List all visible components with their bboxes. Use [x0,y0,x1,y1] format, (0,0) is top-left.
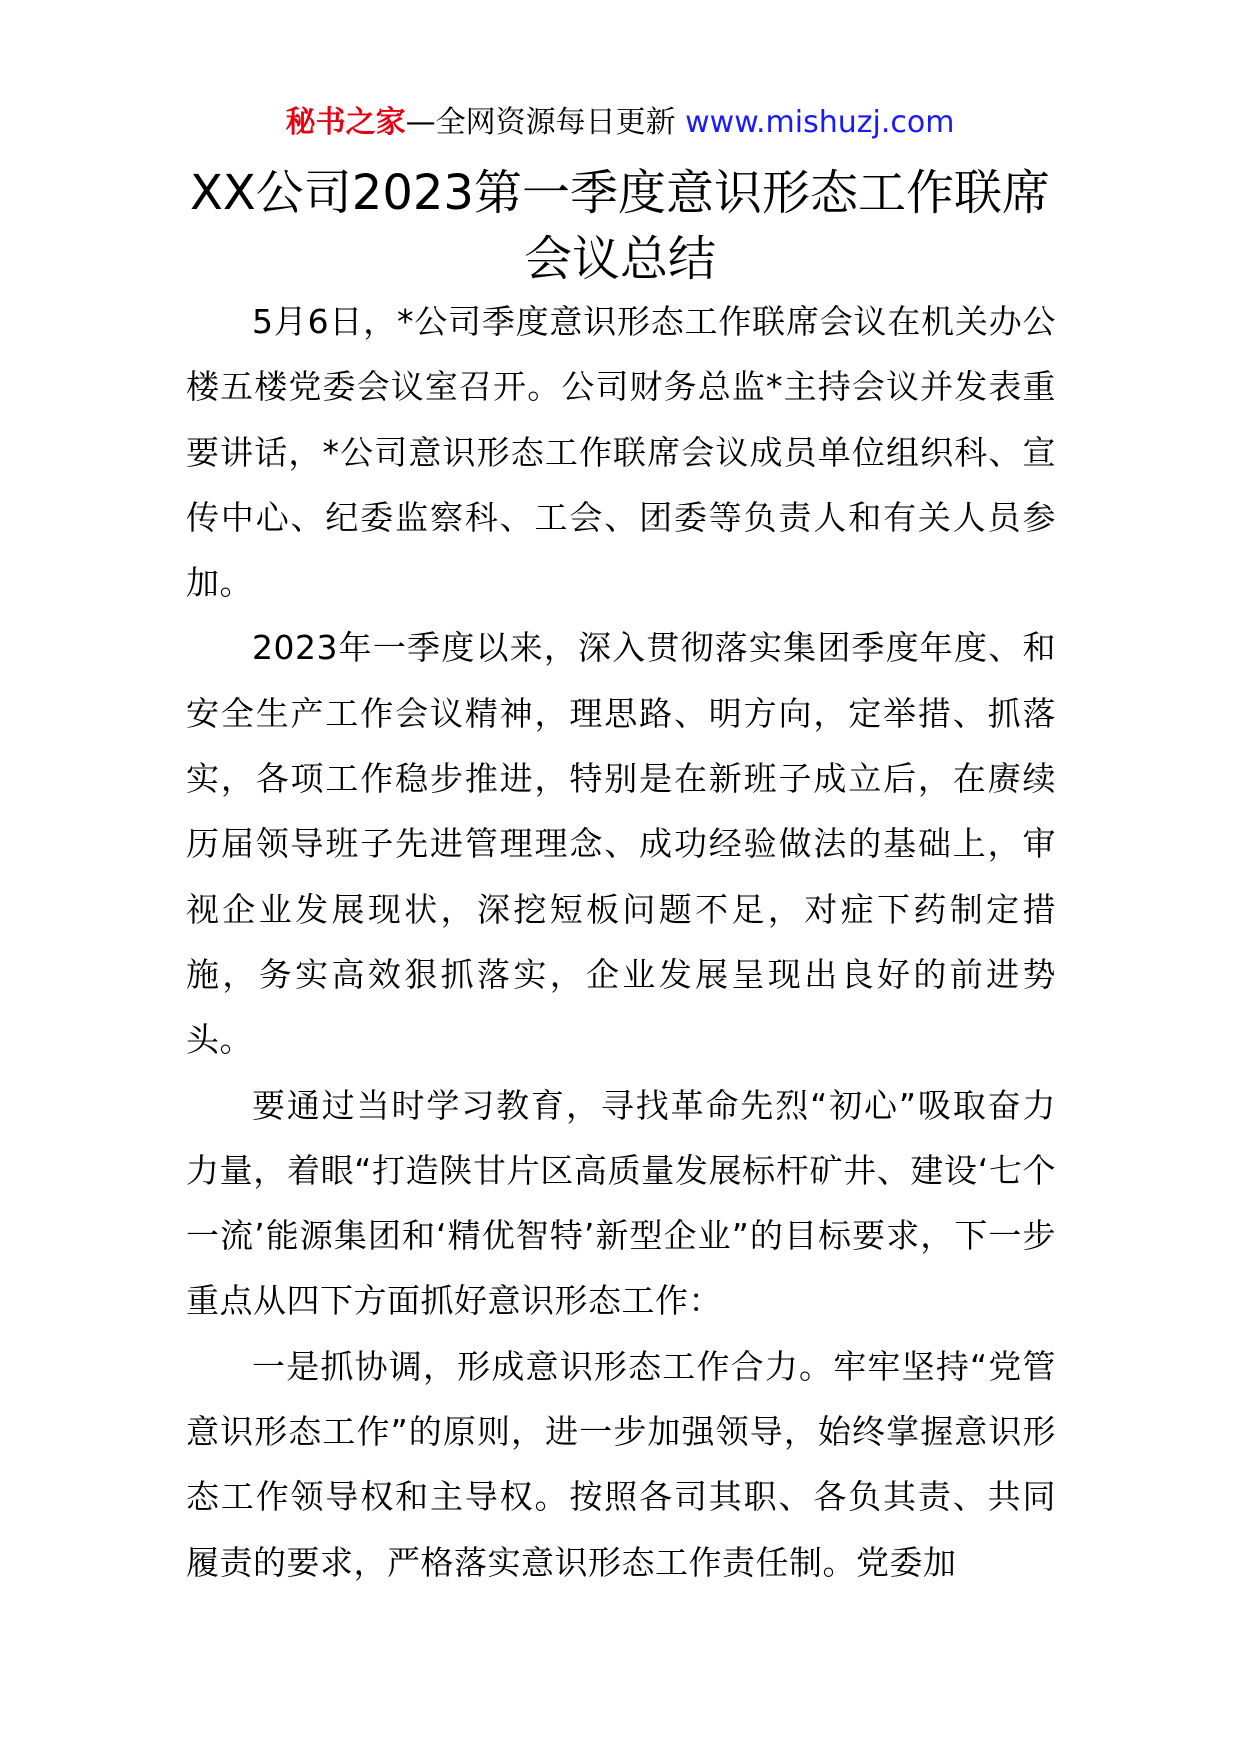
header-tagline: —全网资源每日更新 [405,105,676,140]
header-brand: 秘书之家 [285,105,406,140]
paragraph: 2023年一季度以来，深入贯彻落实集团季度年度、和安全生产工作会议精神，理思路、明方向，定举措、抓落实，各项工作稳步推进，特别是在新班子成立后，在赓续历届领导班子先进管理理念、成功经验做法的基础上，审视企业发展现状，深挖短板问题不足，对症下药制定措施，务实高效狠抓落实，企业发展呈现出良好的前进势头。 [186,628,1056,1060]
paragraph: 5月6日，*公司季度意识形态工作联席会议在机关办公楼五楼党委会议室召开。公司财务总监*主持会议并发表重要讲话，*公司意识形态工作联席会议成员单位组织科、宣传中心、纪委监察科、工会、团委等负责人和有关人员参加。 [186,302,1056,603]
document-body [186,289,1056,1595]
document-title: XX公司2023第一季度意识形态工作联席会议总结 [190,165,1050,287]
paragraph: 一是抓协调，形成意识形态工作合力。牢牢坚持“党管意识形态工作”的原则，进一步加强领导，始终掌握意识形态工作领导权和主导权。按照各司其职、各负其责、共同履责的要求，严格落实意识形态工作责任制。党委加 [186,1346,1056,1582]
watermark-header [0,98,1240,148]
paragraph: 要通过当时学习教育，寻找革命先烈“初心”吸取奋力力量，着眼“打造陕甘片区高质量发展标杆矿井、建设‘七个一流’能源集团和‘精优智特’新型企业”的目标要求，下一步重点从四下方面抓好意识形态工作： [186,1085,1056,1321]
header-site-link[interactable]: www.mishuzj.com [685,105,955,140]
